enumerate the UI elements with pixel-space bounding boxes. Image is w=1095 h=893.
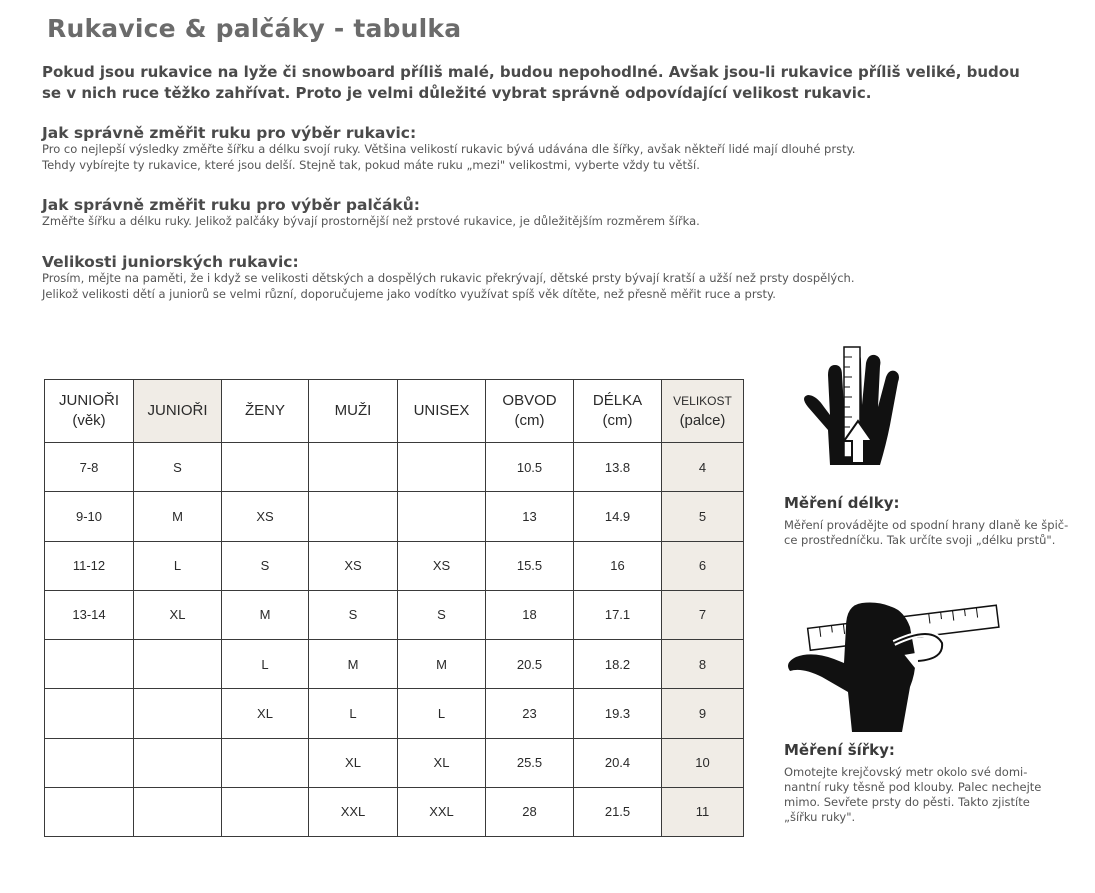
cell-junior: XL [134,590,222,639]
cell-junior-age [45,640,134,689]
table-row [45,640,744,689]
cell-women: M [222,590,309,639]
cell-junior-age: 9-10 [45,492,134,541]
text-line: nantní ruky těsně pod klouby. Palec nechejte [784,780,1042,794]
cell-length: 16 [574,541,662,590]
section-line: Tehdy vybírejte ty rukavice, které jsou delší. Stejně tak, pokud máte ruku „mezi" velikostmi, vyberte vždy tu větší. [42,157,700,172]
header-label: DÉLKA [592,392,643,409]
cell-size-inches: 11 [662,787,744,836]
size-table [44,379,744,837]
cell-junior: M [134,492,222,541]
text-line: ce prostředníčku. Tak určíte svoji „délku prstů". [784,533,1056,547]
cell-unisex [398,492,486,541]
header-label: ŽENY [244,402,285,419]
cell-length: 18.2 [574,640,662,689]
cell-size-inches: 5 [662,492,744,541]
header-unisex [398,380,486,443]
cell-unisex: XXL [398,787,486,836]
cell-circumference: 10.5 [486,443,574,492]
cell-size-inches: 7 [662,590,744,639]
cell-size-inches: 8 [662,640,744,689]
header-label: UNISEX [413,402,470,419]
section-mittens-measure [42,196,1002,230]
cell-men: XS [309,541,398,590]
length-measure-heading: Měření délky: [784,494,900,512]
cell-junior [134,640,222,689]
cell-women [222,443,309,492]
width-measure-heading: Měření šířky: [784,741,895,759]
width-measure-info [784,741,1084,825]
cell-men: XL [309,738,398,787]
cell-size-inches: 6 [662,541,744,590]
intro-text: Pokud jsou rukavice na lyže či snowboard příliš malé, budou nepohodlné. Avšak jsou-li rukavice příliš veliké, budou se v nich ruce těžko zahřívat. Proto je velmi důležité vybrat správně odpovídající velikost rukavic. [42,63,1020,102]
cell-unisex: XL [398,738,486,787]
page-title: Rukavice & palčáky - tabulka [47,14,462,43]
cell-circumference: 15.5 [486,541,574,590]
cell-size-inches: 4 [662,443,744,492]
cell-junior: L [134,541,222,590]
cell-unisex: XS [398,541,486,590]
cell-size-inches: 10 [662,738,744,787]
cell-junior-age [45,738,134,787]
header-unit: (cm) [514,412,545,429]
cell-men: XXL [309,787,398,836]
cell-junior-age: 11-12 [45,541,134,590]
cell-length: 20.4 [574,738,662,787]
header-unit: (cm) [602,412,633,429]
header-junior-age [45,380,134,443]
cell-men: M [309,640,398,689]
table-header-row [45,380,744,443]
header-circumference [486,380,574,443]
cell-length: 17.1 [574,590,662,639]
length-measure-info [784,494,1084,548]
cell-junior-age [45,787,134,836]
text-line: Omotejte krejčovský metr okolo své domi- [784,765,1028,779]
cell-women: L [222,640,309,689]
header-unit: (palce) [679,412,726,429]
cell-unisex [398,443,486,492]
hand-width-tape-icon [782,597,1002,737]
cell-unisex: S [398,590,486,639]
table-row [45,492,744,541]
header-junior [134,380,222,443]
cell-length: 14.9 [574,492,662,541]
cell-length: 13.8 [574,443,662,492]
section-junior-sizes [42,253,1002,302]
header-label: JUNIOŘI [147,402,208,419]
header-label: VELIKOST [673,394,732,408]
cell-junior: S [134,443,222,492]
table-row [45,738,744,787]
table-row [45,443,744,492]
table-row [45,541,744,590]
hand-length-ruler-icon [790,345,930,485]
cell-women [222,738,309,787]
cell-junior-age [45,689,134,738]
cell-junior [134,738,222,787]
cell-circumference: 25.5 [486,738,574,787]
header-label: JUNIOŘI [59,392,119,409]
header-label: MUŽI [334,402,372,419]
cell-men [309,443,398,492]
section-line: Prosím, mějte na paměti, že i když se velikosti dětských a dospělých rukavic překrývají, dětské prsty bývají kratší a užší než prsty dospělých. [42,271,855,285]
width-measure-text [784,765,1084,825]
section-heading: Jak správně změřit ruku pro výběr rukavic: [42,124,417,142]
section-line: Pro co nejlepší výsledky změřte šířku a délku svojí ruky. Většina velikostí rukavic bývá udávána dle šířky, avšak někteří lidé mají dlouhé prsty. [42,142,856,156]
cell-junior-age: 13-14 [45,590,134,639]
cell-junior-age: 7-8 [45,443,134,492]
section-gloves-measure [42,124,1002,173]
cell-circumference: 18 [486,590,574,639]
table-row [45,689,744,738]
header-size-inches [662,380,744,443]
table-row [45,787,744,836]
header-women [222,380,309,443]
cell-women [222,787,309,836]
header-men [309,380,398,443]
table-body [45,443,744,837]
cell-men: S [309,590,398,639]
text-line: „šířku ruky". [784,810,856,824]
header-label: OBVOD [502,392,557,409]
cell-junior [134,787,222,836]
cell-circumference: 23 [486,689,574,738]
text-line: Měření provádějte od spodní hrany dlaně ke špič- [784,518,1069,532]
cell-junior [134,689,222,738]
cell-women: XL [222,689,309,738]
cell-length: 19.3 [574,689,662,738]
text-line: mimo. Sevřete prsty do pěsti. Takto zjistíte [784,795,1030,809]
section-line: Jelikož velikosti dětí a juniorů se velmi různí, doporučujeme jako vodítko využívat spíš věk dítěte, než přesně měřit ruce a prsty. [42,286,776,301]
cell-unisex: L [398,689,486,738]
cell-men: L [309,689,398,738]
cell-men [309,492,398,541]
table-row [45,590,744,639]
cell-circumference: 20.5 [486,640,574,689]
cell-circumference: 13 [486,492,574,541]
cell-size-inches: 9 [662,689,744,738]
length-measure-text [784,518,1084,548]
section-heading: Velikosti juniorských rukavic: [42,253,299,271]
cell-length: 21.5 [574,787,662,836]
section-heading: Jak správně změřit ruku pro výběr palčáků: [42,196,420,214]
cell-circumference: 28 [486,787,574,836]
cell-unisex: M [398,640,486,689]
section-line: Změřte šířku a délku ruky. Jelikož palčáky bývají prostornější než prstové rukavice, je důležitějším rozměrem šířka. [42,214,700,228]
header-unit: (věk) [72,412,106,429]
header-length [574,380,662,443]
cell-women: S [222,541,309,590]
cell-women: XS [222,492,309,541]
